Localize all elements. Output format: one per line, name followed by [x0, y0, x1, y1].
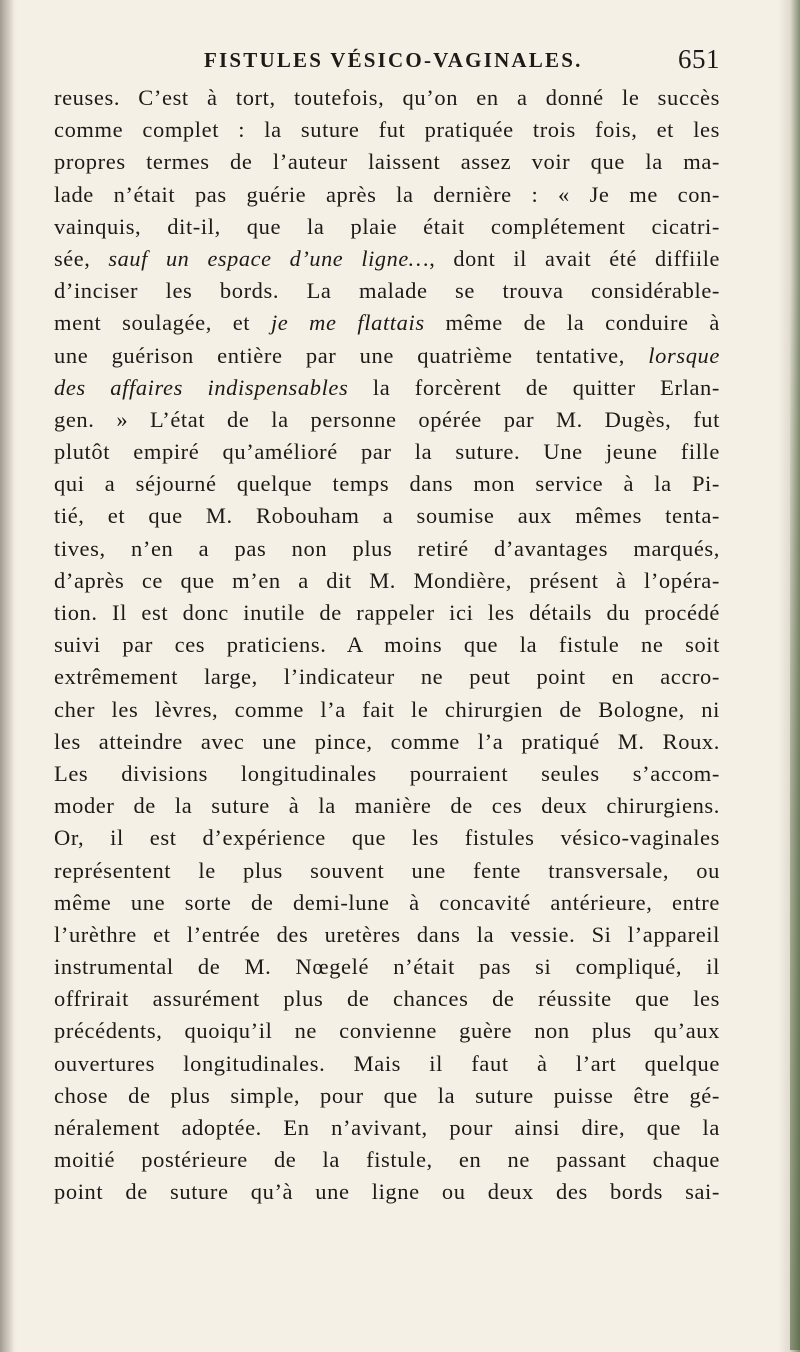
text-line — [54, 1112, 720, 1144]
text-run: tion. Il est donc inutile de rappeler ici les détails du procédé — [54, 600, 720, 625]
text-run: moder de la suture à la manière de ces deux chirurgiens. — [54, 793, 720, 819]
binding-gutter — [0, 0, 14, 1352]
text-line — [54, 211, 720, 243]
text-line — [54, 275, 720, 307]
text-line — [54, 404, 720, 436]
text-run: néralement adoptée. En n’avivant, pour ainsi dire, que la — [54, 1115, 720, 1140]
text-run: vainquis, dit-il, que la plaie était complétement cicatri- — [54, 213, 720, 239]
running-head: FISTULES VÉSICO-VAGINALES. — [204, 48, 583, 72]
text-line — [54, 629, 720, 661]
text-line — [54, 340, 720, 372]
text-line — [54, 146, 720, 178]
text-run: représentent le plus souvent une fente transversale, ou — [54, 857, 720, 883]
text-run: d’inciser les bords. La malade se trouva considérable- — [54, 278, 720, 304]
text-run: cher les lèvres, comme l’a fait le chirurgien de Bologne, ni — [54, 696, 720, 722]
text-line — [54, 243, 720, 275]
text-run: , dont il avait été diffiile — [429, 245, 721, 271]
text-line — [54, 468, 720, 500]
text-run: qui a séjourné quelque temps dans mon service à la Pi- — [54, 471, 720, 497]
text-line — [54, 500, 720, 532]
text-line — [54, 951, 720, 983]
text-run: suivi par ces praticiens. A moins que la fistule ne soit — [54, 632, 720, 658]
text-line — [54, 758, 720, 790]
text-line — [54, 1144, 720, 1176]
text-run: la forcèrent de quitter Erlan- — [348, 374, 720, 400]
page-number: 651 — [678, 44, 720, 74]
text-run: moitié postérieure de la fistule, en ne passant chaque — [54, 1147, 720, 1173]
text-line — [54, 597, 720, 629]
text-run: lade n’était pas guérie après la dernière : « Je me con- — [54, 181, 720, 207]
text-line — [54, 82, 720, 114]
text-line — [54, 1176, 720, 1208]
italic-text: je me flattais — [270, 310, 425, 336]
text-run: Les divisions longitudinales pourraient seules s’accom- — [54, 760, 720, 786]
text-run: même de la conduire à — [424, 310, 720, 336]
text-run: les atteindre avec une pince, comme l’a pratiqué M. Roux. — [54, 728, 720, 754]
text-run: offrirait assurément plus de chances de réussite que les — [54, 986, 720, 1012]
text-run: tié, et que M. Robouham a soumise aux mêmes tenta- — [54, 503, 720, 529]
text-run: plutôt empiré qu’amélioré par la suture. Une jeune fille — [54, 439, 720, 465]
text-line — [54, 855, 720, 887]
text-run: ment soulagée, et — [54, 310, 271, 336]
text-run: l’urèthre et l’entrée des uretères dans la vessie. Si l’appareil — [54, 921, 720, 947]
text-run: gen. » L’état de la personne opérée par M. Dugès, fut — [54, 406, 720, 432]
text-run: ouvertures longitudinales. Mais il faut à l’art quelque — [54, 1050, 720, 1076]
text-line — [54, 565, 720, 597]
text-line — [54, 790, 720, 822]
text-line — [54, 694, 720, 726]
text-run: propres termes de l’auteur laissent assez voir que la ma- — [54, 149, 720, 175]
italic-text: sauf un espace d’une ligne… — [108, 245, 430, 271]
text-line — [54, 919, 720, 951]
text-run: d’après ce que m’en a dit M. Mondière, présent à l’opéra- — [54, 567, 720, 593]
text-line — [54, 887, 720, 919]
text-run: comme complet : la suture fut pratiquée trois fois, et les — [54, 117, 720, 143]
italic-text: lorsque — [648, 342, 720, 368]
text-line — [54, 179, 720, 211]
text-run: point de suture qu’à une ligne ou deux des bords sai- — [54, 1179, 720, 1205]
text-run: Or, il est d’expérience que les fistules vésico-vaginales — [54, 825, 720, 851]
text-run: même une sorte de demi-lune à concavité antérieure, entre — [54, 889, 720, 915]
text-run: sée, — [54, 245, 109, 271]
page-header — [140, 44, 720, 78]
text-run: chose de plus simple, pour que la suture puisse être gé- — [54, 1082, 720, 1108]
text-line — [54, 983, 720, 1015]
text-run: instrumental de M. Nœgelé n’était pas si compliqué, il — [54, 954, 720, 980]
text-line — [54, 1015, 720, 1047]
text-line — [54, 822, 720, 854]
text-line — [54, 307, 720, 339]
text-line — [54, 436, 720, 468]
text-line — [54, 1048, 720, 1080]
italic-text: des affaires indispensables — [54, 374, 349, 400]
text-run: extrêmement large, l’indicateur ne peut point en accro- — [54, 664, 720, 690]
text-run: une guérison entière par une quatrième tentative, — [54, 342, 649, 368]
text-run: précédents, quoiqu’il ne convienne guère non plus qu’aux — [54, 1018, 720, 1044]
text-line — [54, 114, 720, 146]
text-line — [54, 726, 720, 758]
body-text — [54, 82, 720, 1209]
text-line — [54, 661, 720, 693]
edge-stain — [790, 280, 800, 1350]
text-run: tives, n’en a pas non plus retiré d’avantages marqués, — [54, 535, 720, 561]
text-line — [54, 372, 720, 404]
text-line — [54, 1080, 720, 1112]
text-line — [54, 533, 720, 565]
text-run: reuses. C’est à tort, toutefois, qu’on en a donné le succès — [54, 85, 720, 110]
